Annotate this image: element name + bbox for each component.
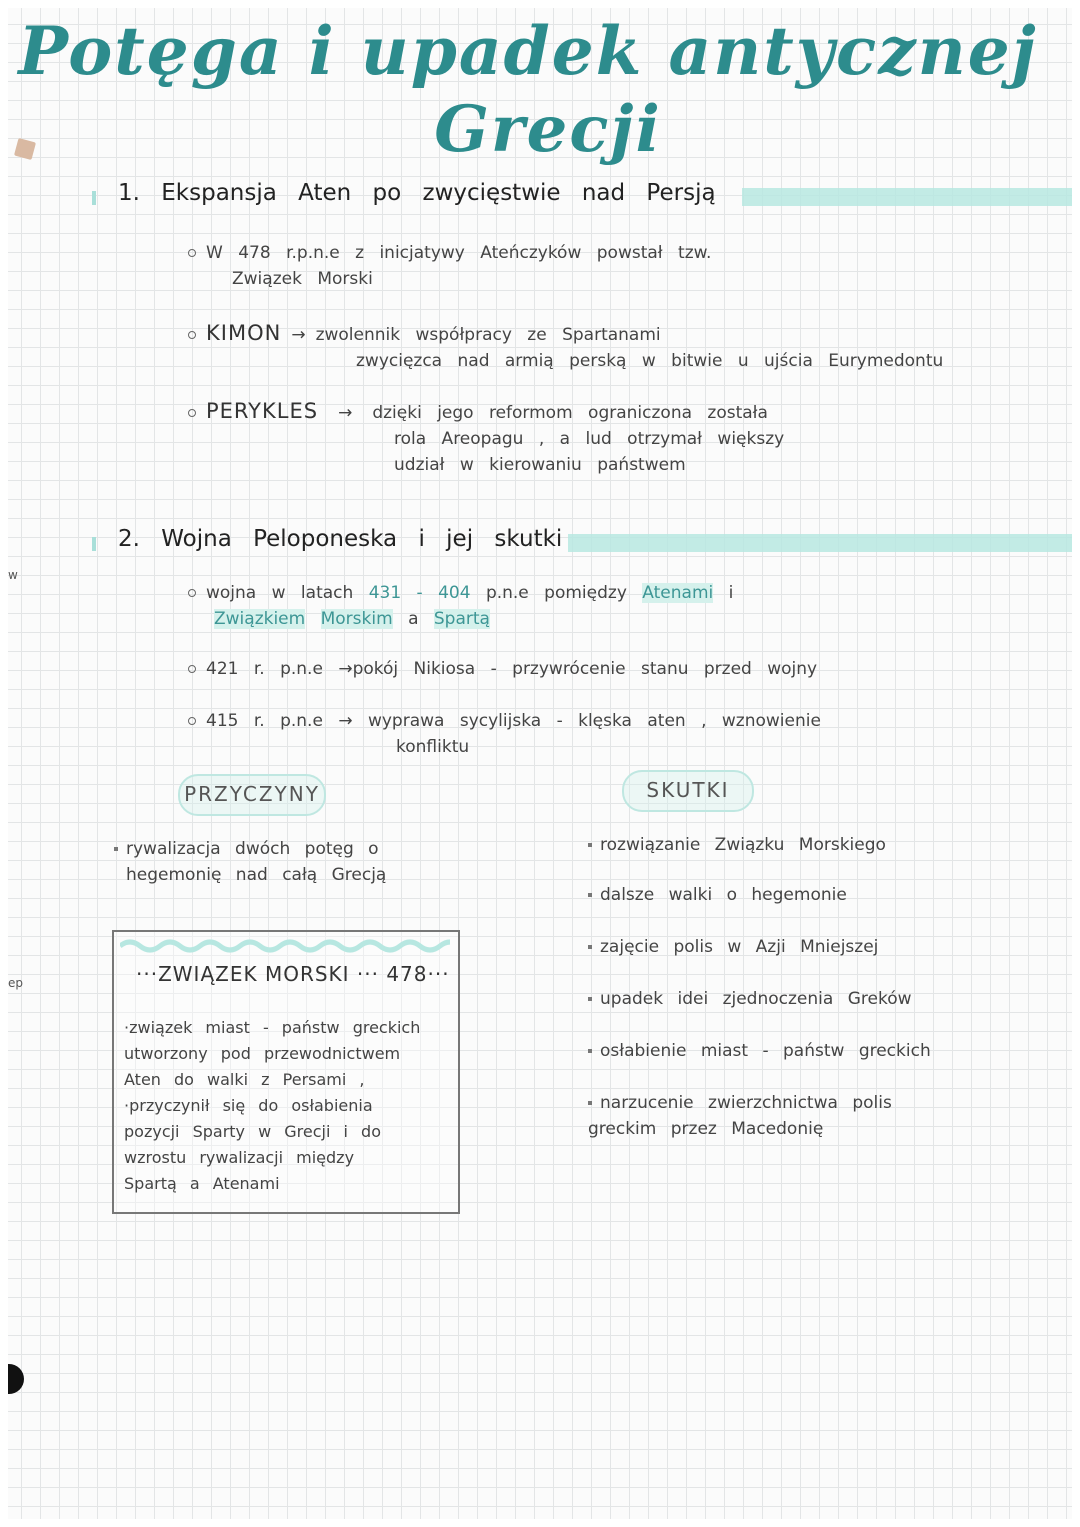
item-text: zajęcie polis w Azji Mniejszej — [600, 937, 879, 957]
item-text: narzucenie zwierzchnictwa polis greckim przez Macedonię — [588, 1093, 892, 1139]
effect-item — [588, 986, 912, 1012]
item-text: konfliktu — [396, 737, 470, 757]
highlight-bar — [742, 188, 1072, 206]
item-text: wojna w latach — [206, 583, 354, 603]
list-item — [188, 656, 817, 682]
cause-item — [114, 836, 386, 888]
bullet-icon — [188, 589, 196, 597]
effect-item — [588, 1090, 948, 1142]
bullet-icon — [188, 409, 196, 417]
box-line: wzrostu rywalizacji między — [124, 1148, 355, 1167]
item-text: osłabienie miast - państw greckich — [600, 1041, 931, 1061]
edge-text: ep — [8, 976, 23, 990]
person-name: PERYKLES — [206, 399, 319, 423]
box-line: pozycji Sparty w Grecji i do — [124, 1122, 381, 1141]
highlight-text: Spartą — [433, 609, 490, 629]
list-item — [188, 580, 733, 632]
item-text: 421 r. p.n.e →pokój Nikiosa - przywrócenie stanu przed wojny — [206, 659, 818, 679]
arrow-icon: → — [338, 403, 353, 423]
item-text: zwolennik współpracy ze Spartanami — [315, 325, 661, 345]
item-text: upadek idei zjednoczenia Greków — [600, 989, 912, 1009]
box-line: Spartą a Atenami — [124, 1174, 280, 1193]
item-text: rola Areopagu , a lud otrzymał większy — [394, 429, 785, 449]
item-text: dzięki jego reformom ograniczona została — [372, 403, 768, 423]
bullet-icon — [188, 331, 196, 339]
list-item — [188, 708, 821, 760]
highlight-bar — [92, 191, 96, 205]
list-item — [188, 320, 943, 374]
wave-decoration — [120, 936, 450, 954]
item-text: Związek Morski — [232, 269, 373, 289]
year: 431 - 404 — [368, 583, 471, 603]
effect-item — [588, 934, 878, 960]
bullet-icon — [588, 1101, 592, 1105]
box-line: ·związek miast - państw greckich — [124, 1018, 421, 1037]
item-text: 415 r. p.n.e → wyprawa sycylijska - klęska aten , wznowienie — [206, 711, 821, 731]
bullet-icon — [588, 893, 592, 897]
item-text: zwycięzca nad armią perską w bitwie u ujścia Eurymedontu — [356, 351, 944, 371]
binder-hole — [8, 1364, 24, 1394]
person-name: KIMON — [206, 321, 282, 345]
section-heading-2 — [92, 526, 1072, 560]
list-item — [188, 240, 711, 292]
highlight-text: Atenami — [642, 583, 714, 603]
edge-text: w — [8, 568, 18, 582]
bullet-icon — [588, 1049, 592, 1053]
item-text: udział w kierowaniu państwem — [394, 455, 686, 475]
effect-item — [588, 882, 847, 908]
info-box — [112, 930, 460, 1214]
item-text: i — [728, 583, 734, 603]
highlight-bar — [568, 534, 1072, 552]
page-title: Potęga i upadek antycznej — [18, 12, 1038, 90]
bullet-icon — [588, 997, 592, 1001]
box-line: ·przyczynił się do osłabienia — [124, 1096, 373, 1115]
item-text: W 478 r.p.n.e z inicjatywy Ateńczyków powstał tzw. — [206, 243, 712, 263]
bullet-icon — [588, 945, 592, 949]
notebook-page — [8, 8, 1072, 1519]
bullet-icon — [588, 843, 592, 847]
list-item — [188, 398, 784, 478]
bullet-icon — [188, 717, 196, 725]
highlight-bar — [92, 537, 96, 551]
highlight-text: Morskim — [320, 609, 393, 629]
item-text: dalsze walki o hegemonie — [600, 885, 847, 905]
effects-label: SKUTKI — [622, 770, 754, 812]
effect-item — [588, 1038, 931, 1064]
section-title: 1. Ekspansja Aten po zwycięstwie nad Persją — [118, 180, 716, 206]
box-line: Aten do walki z Persami , — [124, 1070, 365, 1089]
effect-item — [588, 832, 886, 858]
item-text: hegemonię nad całą Grecją — [126, 865, 387, 885]
item-text: rozwiązanie Związku Morskiego — [600, 835, 886, 855]
section-title: 2. Wojna Peloponeska i jej skutki — [118, 526, 563, 552]
arrow-icon: → — [291, 325, 306, 345]
page-title-line2: Grecji — [434, 92, 662, 167]
highlight-text: Związkiem — [214, 609, 306, 629]
box-title: ···ZWIĄZEK MORSKI ··· 478··· — [136, 962, 450, 986]
section-heading-1 — [92, 180, 1072, 214]
item-text: rywalizacja dwóch potęg o — [126, 839, 379, 859]
item-text: a — [408, 609, 419, 629]
bullet-icon — [114, 847, 118, 851]
bullet-icon — [188, 665, 196, 673]
box-line: utworzony pod przewodnictwem — [124, 1044, 401, 1063]
item-text: p.n.e pomiędzy — [485, 583, 627, 603]
bullet-icon — [188, 249, 196, 257]
causes-label: PRZYCZYNY — [178, 774, 326, 816]
